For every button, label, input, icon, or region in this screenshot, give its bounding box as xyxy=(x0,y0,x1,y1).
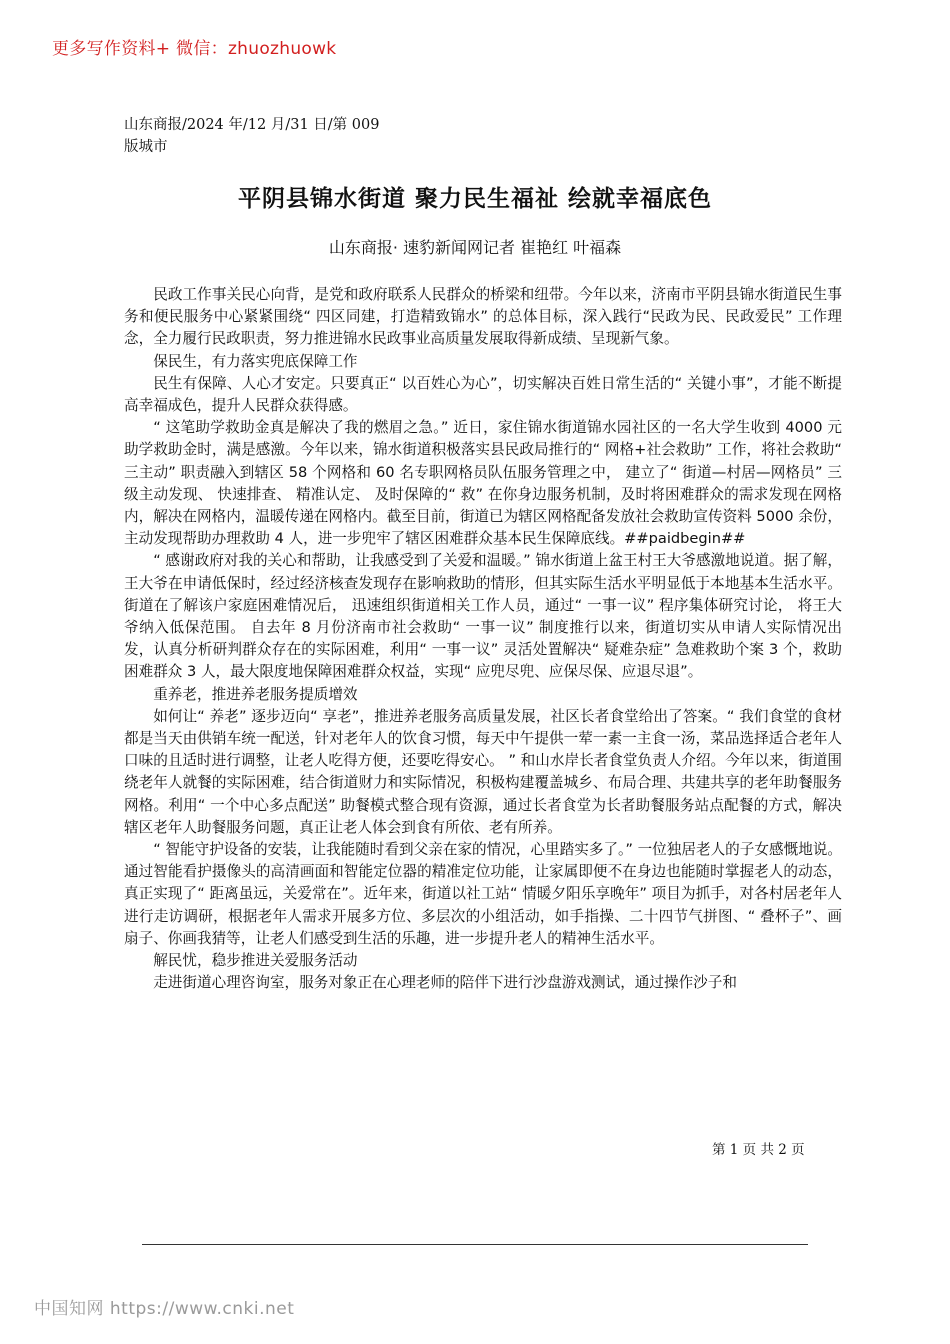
section-heading-livelihood: 保民生，有力落实兜底保障工作 xyxy=(153,352,358,370)
article-byline: 山东商报· 速豹新闻网记者 崔艳红 叶福森 xyxy=(328,238,622,257)
paragraph-intro: 民政工作事关民心向背，是党和政府联系人民群众的桥梁和纽带。今年以来，济南市平阴县锦水街道民生事务和便民服务中心紧紧围绕“ 四区同建，打造精致锦水” 的总体目标，深入践行“民政为民、民政爱民” 工作理念，全力履行民政职责，努力推进锦水民政事业高质量发展取得新成绩、呈现新气象。 xyxy=(124,286,842,348)
paragraph-canteen: 如何让“ 养老” 逐步迈向“ 享老”，推进养老服务高质量发展，社区长者食堂给出了答案。“ 我们食堂的食材都是当天由供销车统一配送，针对老年人的饮食习惯，每天中午提供一荤一素一主食一汤，菜品选择适合老年人口味的且适时进行调整，让老人吃得方便，还要吃得安心。 ” 和山水岸长者食堂负责人介绍。今年以来，街道围绕老年人就餐的实际困难，结合街道财力和实际情况，积极构建覆盖城乡、布局合理、共建共享的老年助餐服务网格。利用“ 一个中心多点配送” 助餐模式整合现有资源，通过长者食堂为长者助餐服务站点配餐的方式，解决辖区老年人助餐服务问题，真正让老人体会到食有所依、老有所养。 xyxy=(124,707,842,836)
source-meta-line-2: 版城市 xyxy=(124,139,168,155)
article-body xyxy=(124,284,842,995)
footer-divider xyxy=(142,1244,808,1245)
paragraph-livelihood: 民生有保障、人心才安定。只要真正“ 以百姓心为心”，切实解决百姓日常生活的“ 关键小事”，才能不断提高幸福成色，提升人民群众获得感。 xyxy=(124,374,842,415)
article-title: 平阴县锦水街道 聚力民生福祉 绘就幸福底色 xyxy=(237,186,712,212)
paragraph-student-aid: “ 这笔助学救助金真是解决了我的燃眉之急。” 近日，家住锦水街道锦水园社区的一名大学生收到 4000 元助学救助金时，满是感激。今年以来，锦水街道积极落实县民政局推行的“ 网格+社会救助” 工作，将社会救助“ 三主动” 职责融入到辖区 58 个网格和 60 名专职网格员队伍服务管理之中， 建立了“ 街道—村居—网格员” 三级主动发现、 快速排查、 精准认定、 及时保障的“ 救” 在你身边服务机制，及时将困难群众的需求发现在网格内，解决在网格内，温暖传递在网格内。截至目前，街道已为辖区网格配备发放社会救助宣传资料 5000 余份，主动发现帮助办理救助 4 人，进一步兜牢了辖区困难群众基本民生保障底线。##paidbegin## xyxy=(124,419,842,548)
paragraph-counseling: 走进街道心理咨询室，服务对象正在心理老师的陪伴下进行沙盘游戏测试，通过操作沙子和 xyxy=(153,974,737,992)
section-heading-elderly: 重养老，推进养老服务提质增效 xyxy=(153,685,358,703)
page-number: 第 1 页 共 2 页 xyxy=(712,1142,805,1158)
source-meta-line-1: 山东商报/2024 年/12 月/31 日/第 009 xyxy=(124,117,380,133)
source-watermark: 中国知网 https://www.cnki.net xyxy=(34,1299,295,1319)
section-heading-care: 解民忧，稳步推进关爱服务活动 xyxy=(153,952,358,970)
paragraph-low-income: “ 感谢政府对我的关心和帮助，让我感受到了关爱和温暖。” 锦水街道上盆王村王大爷感激地说道。据了解，王大爷在申请低保时，经过经济核查发现存在影响救助的情形，但其实际生活水平明显低于本地基本生活水平。 街道在了解该户家庭困难情况后， 迅速组织街道相关工作人员，通过“ 一事一议” 程序集体研究讨论， 将王大爷纳入低保范围。 自去年 8 月份济南市社会救助“ 一事一议” 制度推行以来，街道切实从申请人实际情况出发，认真分析研判群众存在的实际困难，利用“ 一事一议” 灵活处置解决“ 疑难杂症” 急难救助个案 3 个，救助困难群众 3 人，最大限度地保障困难群众权益，实现“ 应兜尽兜、应保尽保、应退尽退”。 xyxy=(124,552,842,681)
paragraph-smart-care: “ 智能守护设备的安装，让我能随时看到父亲在家的情况，心里踏实多了。” 一位独居老人的子女感慨地说。通过智能看护摄像头的高清画面和智能定位器的精准定位功能，让家属即便不在身边也能随时掌握老人的动态，真正实现了“ 距离虽远，关爱常在”。近年来，街道以社工站“ 情暖夕阳乐享晚年” 项目为抓手，对各村居老年人进行走访调研，根据老年人需求开展多方位、多层次的小组活动，如手指操、二十四节气拼图、“ 叠杯子”、画扇子、你画我猜等，让老人们感受到生活的乐趣，进一步提升老人的精神生活水平。 xyxy=(124,841,842,947)
promo-text: 更多写作资料+ 微信：zhuozhuowk xyxy=(52,39,337,59)
source-meta xyxy=(124,114,379,158)
